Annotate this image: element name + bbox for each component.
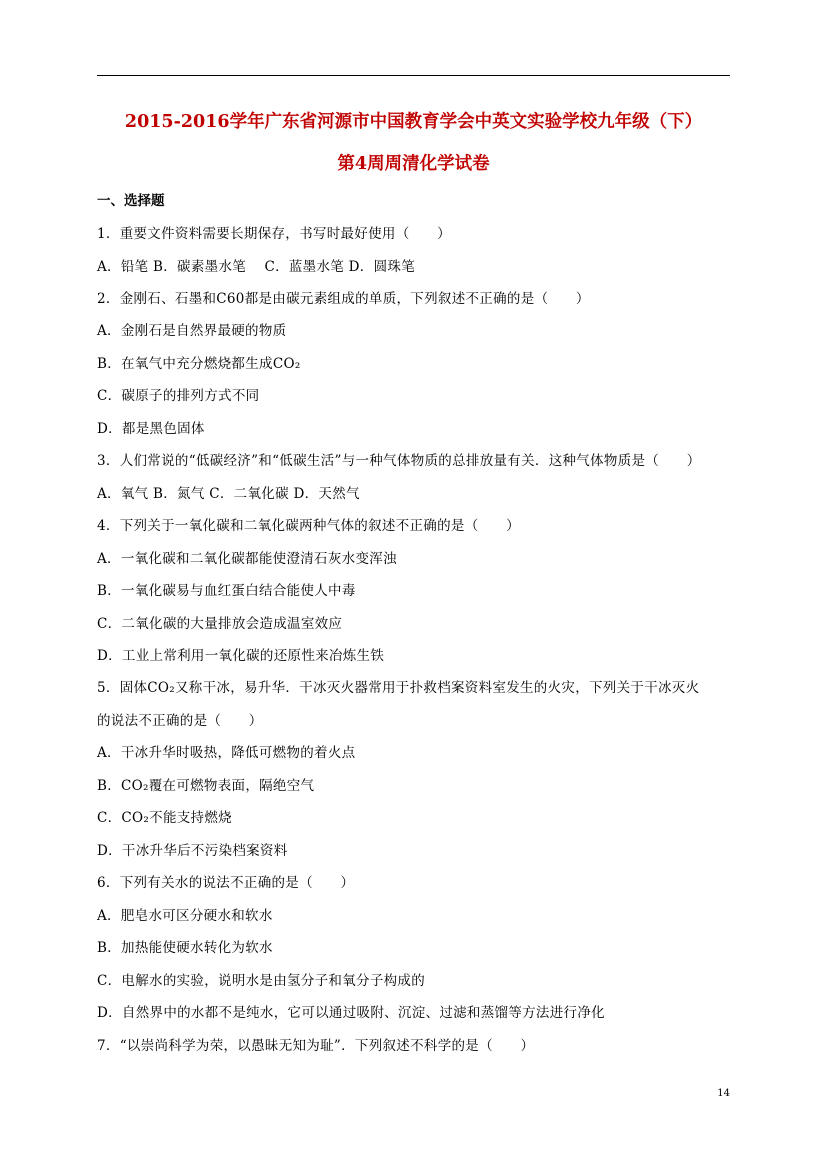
header-rule (97, 75, 730, 76)
option-6c: C．电解水的实验，说明水是由氢分子和氧分子构成的 (97, 973, 426, 989)
question-1: 1．重要文件资料需要长期保存，书写时最好使用（ ） (97, 226, 451, 242)
title-line-1: 2015-2016学年广东省河源市中国教育学会中英文实验学校九年级（下） (124, 112, 703, 132)
option-4c: C．二氧化碳的大量排放会造成温室效应 (97, 616, 343, 632)
option-2c: C．碳原子的排列方式不同 (97, 388, 260, 404)
question-5: 5．固体CO₂又称干冰，易升华．干冰灭火器常用于扑救档案资料室发生的火灾，下列关于干冰灭火 (97, 680, 700, 696)
option-5a: A．干冰升华时吸热，降低可燃物的着火点 (97, 745, 356, 761)
options-3: A．氧气 B．氮气 C．二氧化碳 D．天然气 (97, 486, 360, 502)
option-6a: A．肥皂水可区分硬水和软水 (97, 908, 273, 924)
question-7: 7．“以崇尚科学为荣，以愚昧无知为耻”．下列叙述不科学的是（ ） (97, 1038, 535, 1054)
option-2a: A．金刚石是自然界最硬的物质 (97, 323, 287, 339)
section-heading: 一、选择题 (97, 193, 165, 209)
option-5c: C．CO₂不能支持燃烧 (97, 810, 232, 826)
option-2d: D．都是黑色固体 (97, 421, 205, 437)
option-4d: D．工业上常利用一氧化碳的还原性来冶炼生铁 (97, 648, 385, 664)
question-6: 6．下列有关水的说法不正确的是（ ） (97, 875, 355, 891)
option-6b: B．加热能使硬水转化为软水 (97, 940, 273, 956)
option-4a: A．一氧化碳和二氧化碳都能使澄清石灰水变浑浊 (97, 551, 397, 567)
title-line-2: 第4周周清化学试卷 (337, 154, 490, 174)
option-5b: B．CO₂覆在可燃物表面，隔绝空气 (97, 778, 315, 794)
question-5-cont: 的说法不正确的是（ ） (97, 713, 263, 729)
page-number: 14 (717, 1088, 730, 1099)
option-2b: B．在氧气中充分燃烧都生成CO₂ (97, 356, 301, 372)
options-1: A．铅笔 B．碳素墨水笔 C．蓝墨水笔 D．圆珠笔 (97, 259, 415, 275)
option-4b: B．一氧化碳易与血红蛋白结合能使人中毒 (97, 583, 356, 599)
option-6d: D．自然界中的水都不是纯水，它可以通过吸附、沉淀、过滤和蒸馏等方法进行净化 (97, 1005, 605, 1021)
question-2: 2．金刚石、石墨和C60都是由碳元素组成的单质，下列叙述不正确的是（ ） (97, 291, 590, 307)
question-4: 4．下列关于一氧化碳和二氧化碳两种气体的叙述不正确的是（ ） (97, 518, 520, 534)
option-5d: D．干冰升华后不污染档案资料 (97, 843, 288, 859)
question-3: 3．人们常说的“低碳经济”和“低碳生活”与一种气体物质的总排放量有关．这种气体物质是（ ） (97, 453, 701, 469)
